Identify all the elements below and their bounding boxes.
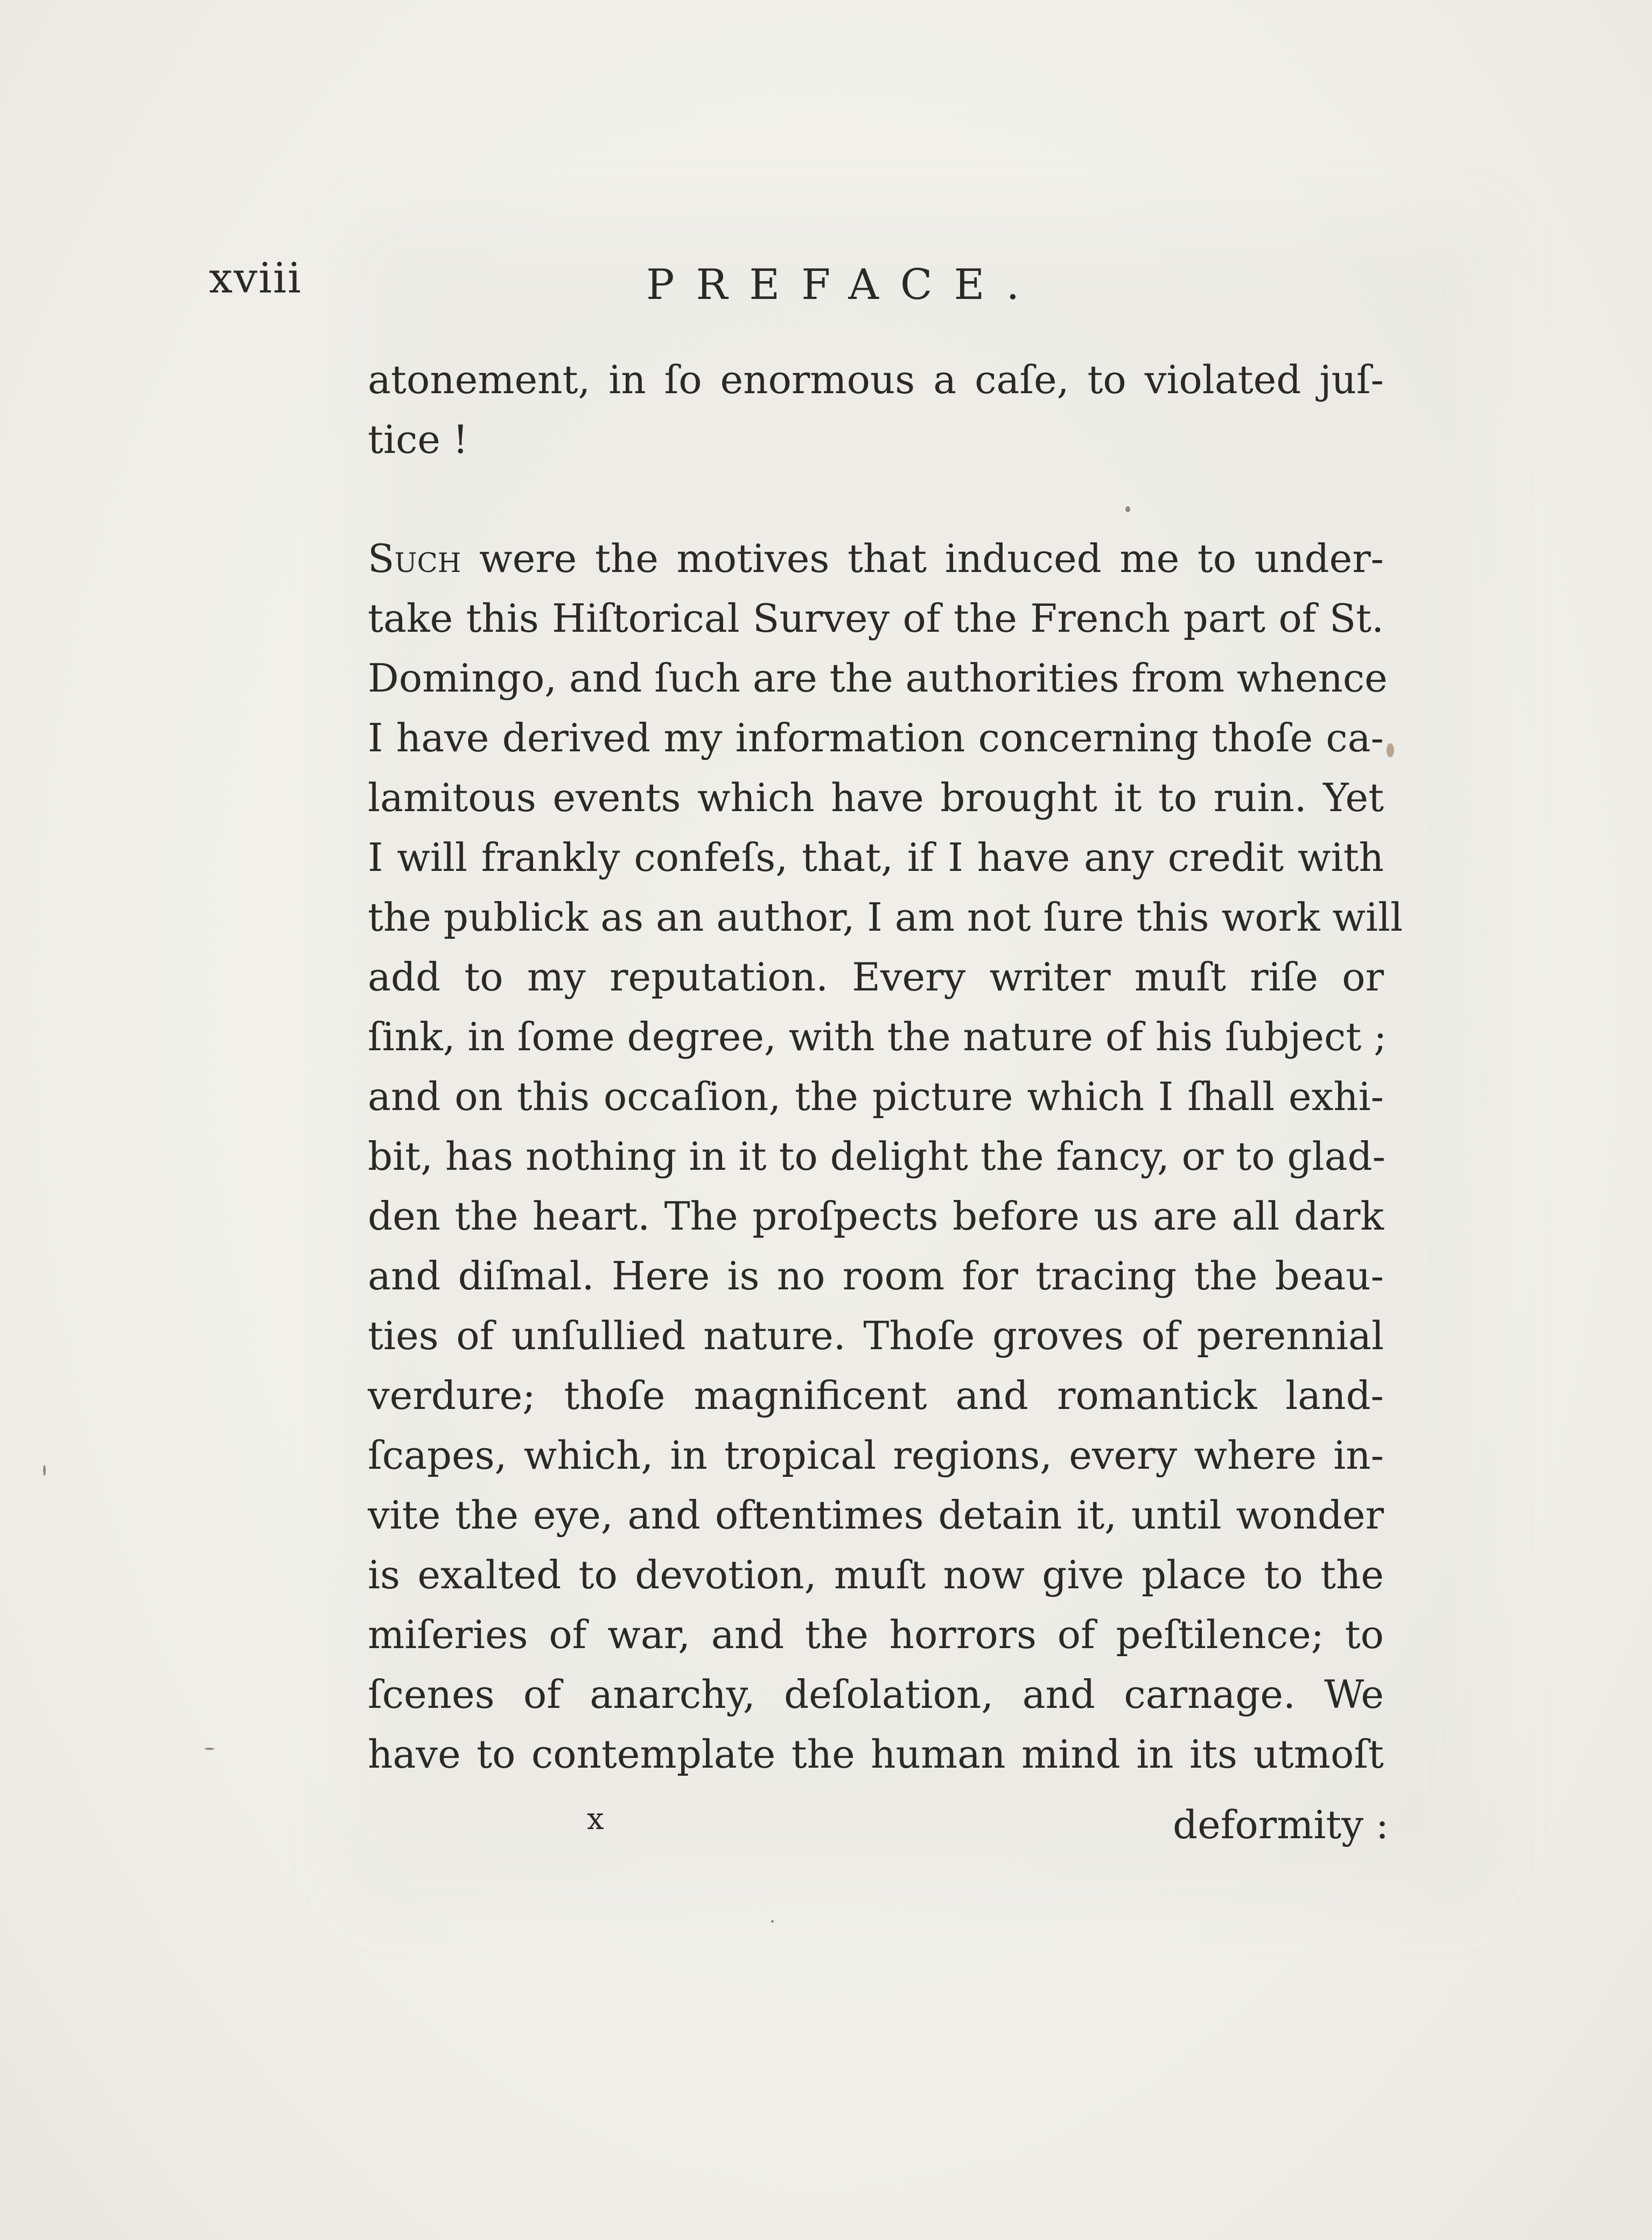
- text-line: vite the eye, and oftentimes detain it, until wonder: [368, 1492, 1384, 1538]
- text-line: have to contemplate the human mind in its utmoſt: [368, 1732, 1384, 1777]
- text-line: add to my reputation. Every writer muſt riſe or: [368, 954, 1384, 1000]
- text-line: den the heart. The proſpects before us are all dark: [368, 1194, 1384, 1239]
- running-title: PREFACE.: [646, 261, 1041, 309]
- text-line: and diſmal. Here is no room for tracing the beau-: [368, 1253, 1384, 1299]
- text-line: verdure; thoſe magnificent and romantick land-: [368, 1373, 1384, 1418]
- paragraph-gap: [368, 470, 1384, 529]
- page-number: xviii: [209, 254, 302, 303]
- paragraph-first-line: [368, 529, 1384, 589]
- text-line: the publick as an author, I am not ſure this work will: [368, 895, 1403, 940]
- ink-speck: [1125, 506, 1130, 512]
- text-line: is exalted to devotion, muſt now give place to the: [368, 1552, 1384, 1597]
- first-line-rest: were the motives that induced me to under-: [461, 536, 1384, 581]
- signature-mark: x: [587, 1802, 604, 1837]
- ink-speck: [43, 1465, 46, 1476]
- drop-word: Such: [368, 536, 461, 581]
- text-line: ties of unſullied nature. Thoſe groves of perennial: [368, 1313, 1384, 1358]
- text-line: tice !: [368, 417, 468, 462]
- text-line: miſeries of war, and the horrors of peſtilence; to: [368, 1612, 1384, 1657]
- text-line: lamitous events which have brought it to ruin. Yet: [368, 775, 1384, 820]
- text-line: atonement, in ſo enormous a caſe, to violated juſ-: [368, 357, 1384, 402]
- paper-stain: [1387, 743, 1394, 757]
- text-line: ſcenes of anarchy, deſolation, and carnage. We: [368, 1672, 1384, 1717]
- body-text: [368, 350, 1403, 1784]
- ink-speck: [205, 1748, 214, 1750]
- catchword: deformity :: [1173, 1802, 1389, 1847]
- text-line: and on this occaſion, the picture which I ſhall exhi-: [368, 1074, 1384, 1119]
- text-line: I have derived my information concerning thoſe ca-: [368, 715, 1384, 760]
- text-line: ſink, in ſome degree, with the nature of his ſubject ;: [368, 1014, 1387, 1059]
- text-line: ſcapes, which, in tropical regions, every where in-: [368, 1433, 1384, 1478]
- text-line: I will frankly confeſs, that, if I have any credit with: [368, 835, 1384, 880]
- ink-speck: [771, 1920, 774, 1923]
- text-line: take this Hiſtorical Survey of the French part of St.: [368, 596, 1384, 641]
- text-line: bit, has nothing in it to delight the fancy, or to glad-: [368, 1134, 1385, 1179]
- text-line: Domingo, and ſuch are the authorities from whence: [368, 655, 1388, 701]
